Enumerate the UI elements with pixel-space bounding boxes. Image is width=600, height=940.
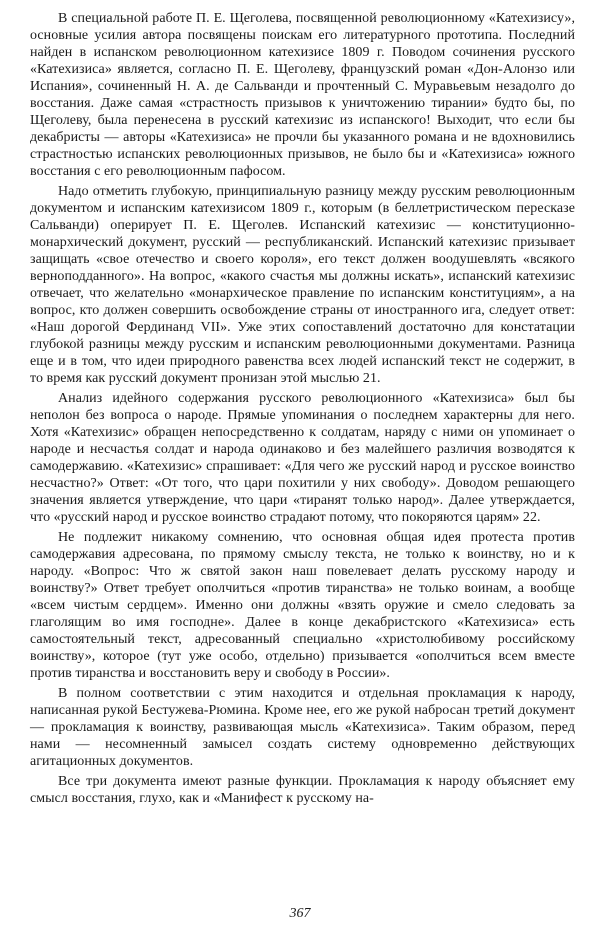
paragraph-3: Анализ идейного содержания русского революционного «Катехизиса» был бы неполон без вопроса о народе. Прямые упоминания о последнем характерны для него. Хотя «Катехизис» обращен непосредственно к солдатам, наряду с ними он упоминает о народе и несчастья солдат и народа одинаково и без малейшего различия возводятся к самодержавию. «Катехизис» спрашивает: «Для чего же русский народ и русское воинство несчастно?» Ответ: «От того, что цари похитили у них свободу». Доводом решающего значения является утверждение, что цари «тиранят только народ». Далее утверждается, что «русский народ и русское воинство страдают потому, что покоряются царям» 22.: [30, 391, 575, 525]
paragraph-6: Все три документа имеют разные функции. Прокламация к народу объясняет ему смысл восстания, глухо, как и «Манифест к русскому на-: [30, 774, 575, 806]
paragraph-5: В полном соответствии с этим находится и отдельная прокламация к народу, написанная рукой Бестужева-Рюмина. Кроме нее, его же рукой набросан третий документ — прокламация к воинству, развивающая мысль «Катехизиса». Таким образом, перед нами — несомненный замысел создать систему одновременно действующих агитационных документов.: [30, 686, 575, 769]
paragraph-4: Не подлежит никакому сомнению, что основная общая идея протеста против самодержавия адресована, по прямому смыслу текста, не только к воинству, но и к народу. «Вопрос: Что ж святой закон наш повелевает делать русскому народу и воинству?» Ответ требует ополчиться «против тиранства» не только воинам, а вообще «всем чистым сердцем». Именно они должны «взять оружие и смело следовать за глаголящим во имя господне». Далее в конце декабристского «Катехизиса» есть самостоятельный текст, адресованный специально «христолюбивому российскому воинству», которое (тут уже особо, отдельно) призывается «ополчиться всем вместе против тиранства и восстановить веру и свободу в России».: [30, 530, 575, 681]
page-number: 367: [289, 906, 311, 921]
paragraph-2: Надо отметить глубокую, принципиальную разницу между русским революционным документом и испанским катехизисом 1809 г., которым (в беллетристическом пересказе Сальванди) оперирует П. Е. Щеголев. Испанский катехизис — конституционно-монархический документ, русский — республиканский. Испанский катехизис призывает защищать «свое отечество и своего короля», его текст должен воодушевлять «всякого верноподданного». На вопрос, «какого счастья мы должны искать», испанский катехизис отвечает, что желательно «монархическое правление по испанским конституциям», а на вопрос, кто должен совершить освобождение страны от иностранного ига, следует ответ: «Наш дорогой Фердинанд VII». Уже этих сопоставлений достаточно для констатации глубокой разницы между русским и испанским революционными документами. Разница еще и в том, что идеи природного равенства всех людей испанский текст не содержит, в то время как русский документ пронизан этой мыслью 21.: [30, 184, 575, 386]
page-body: [30, 10, 575, 807]
paragraph-1: В специальной работе П. Е. Щеголева, посвященной революционному «Катехизису», основные усилия автора посвящены поискам его литературного прототипа. Последний найден в испанском революционном катехизисе 1809 г. Поводом сочинения русского «Катехизиса» является, согласно П. Е. Щеголеву, французский роман «Дон-Алонзо или Испания», сочиненный Н. А. де Сальванди и прочтенный С. Муравьевым незадолго до восстания. Даже самая «страстность призывов к уничтожению тирании» будто бы, по Щеголеву, была перенесена в русский катехизис из испанского! Выходит, что если бы декабристы — авторы «Катехизиса» не прочли бы указанного романа и не вдохновились страстностью испанских революционных призывов, не было бы и «Катехизиса» южного восстания с его революционным пафосом.: [30, 11, 575, 179]
